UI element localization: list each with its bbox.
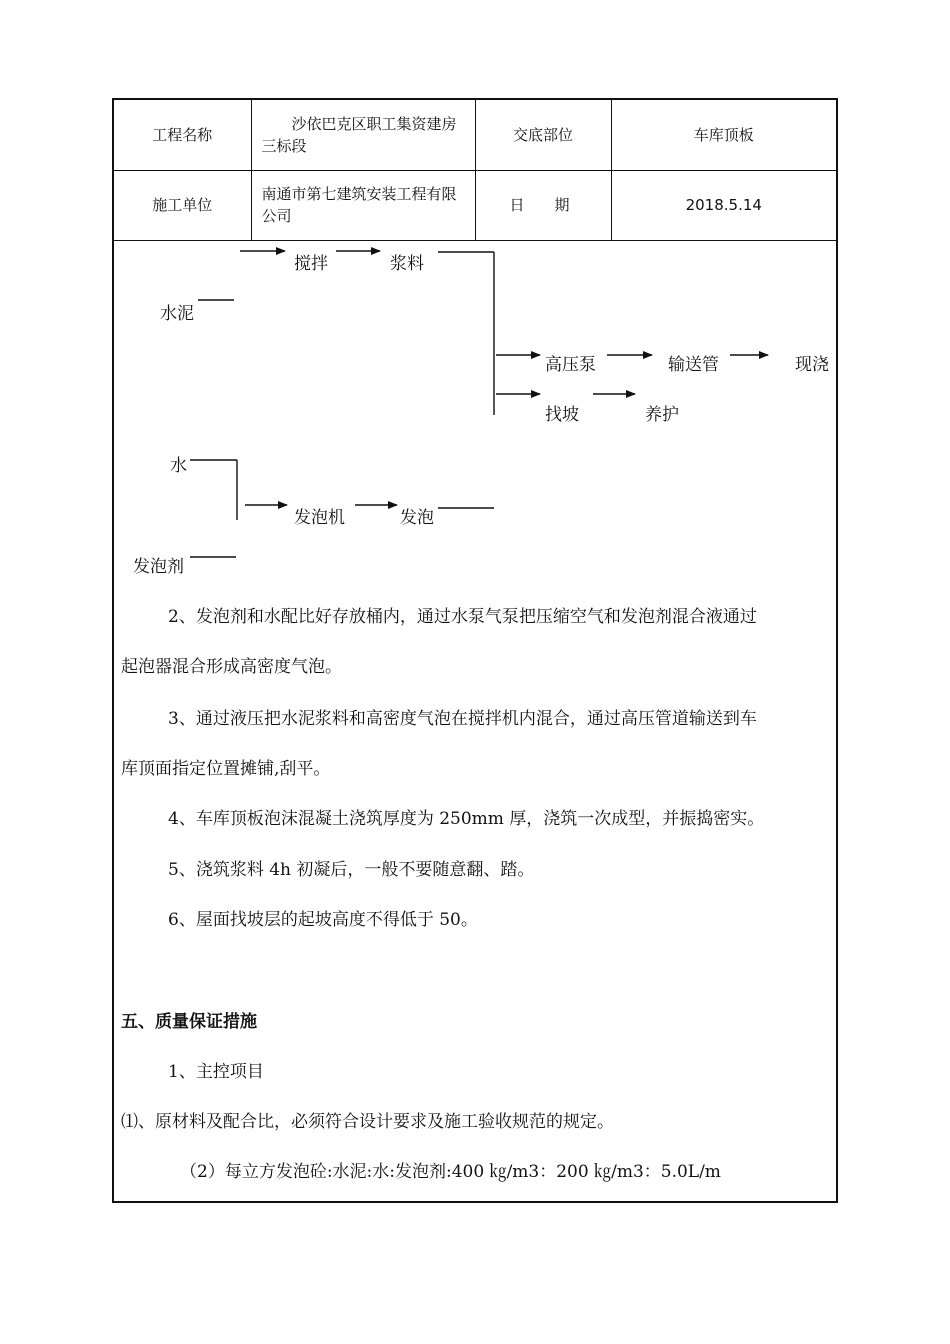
flow-water: 水	[170, 456, 187, 476]
part-label: 交底部位	[475, 100, 611, 170]
item-raw-materials: ⑴、原材料及配合比，必须符合设计要求及施工验收规范的规定。	[121, 1112, 614, 1132]
paragraph-3-line-1: 3、通过液压把水泥浆料和高密度气泡在搅拌机内混合，通过高压管道输送到车	[168, 709, 757, 729]
date-label: 日 期	[475, 170, 611, 240]
date-value: 2018.5.14	[611, 170, 836, 240]
unit-value: 南通市第七建筑安装工程有限公司	[251, 170, 475, 240]
flow-cement: 水泥	[160, 304, 194, 324]
flow-agent: 发泡剂	[133, 557, 184, 577]
section-5-heading: 五、质量保证措施	[121, 1012, 257, 1032]
flow-slope: 找坡	[545, 405, 579, 425]
paragraph-3-line-2: 库顶面指定位置摊铺,刮平。	[121, 759, 331, 779]
project-value: 沙依巴克区职工集资建房三标段	[251, 100, 475, 170]
paragraph-5: 5、浇筑浆料 4h 初凝后，一般不要随意翻、踏。	[168, 860, 535, 880]
flow-slurry: 浆料	[390, 254, 424, 274]
paragraph-4: 4、车库顶板泡沫混凝土浇筑厚度为 250mm 厚，浇筑一次成型，并振捣密实。	[168, 809, 765, 829]
paragraph-2-line-1: 2、发泡剂和水配比好存放桶内，通过水泵气泵把压缩空气和发泡剂混合液通过	[168, 607, 757, 627]
flow-foam: 发泡	[400, 508, 434, 528]
flow-mix: 搅拌	[294, 254, 328, 274]
flow-pipe: 输送管	[668, 355, 719, 375]
part-value: 车库顶板	[611, 100, 836, 170]
paragraph-6: 6、屋面找坡层的起坡高度不得低于 50。	[168, 910, 478, 930]
flow-pump: 高压泵	[545, 355, 596, 375]
project-label: 工程名称	[114, 100, 251, 170]
main-control-items: 1、主控项目	[168, 1062, 264, 1082]
flow-cure: 养护	[645, 405, 679, 425]
paragraph-2-line-2: 起泡器混合形成高密度气泡。	[121, 657, 342, 677]
item-mix-ratio: （2）每立方发泡砼:水泥:水:发泡剂:400 ㎏/m3：200 ㎏/m3：5.0L/m	[180, 1162, 721, 1182]
unit-label: 施工单位	[114, 170, 251, 240]
flow-foamer: 发泡机	[294, 508, 345, 528]
flow-pour: 现浇	[795, 355, 829, 375]
